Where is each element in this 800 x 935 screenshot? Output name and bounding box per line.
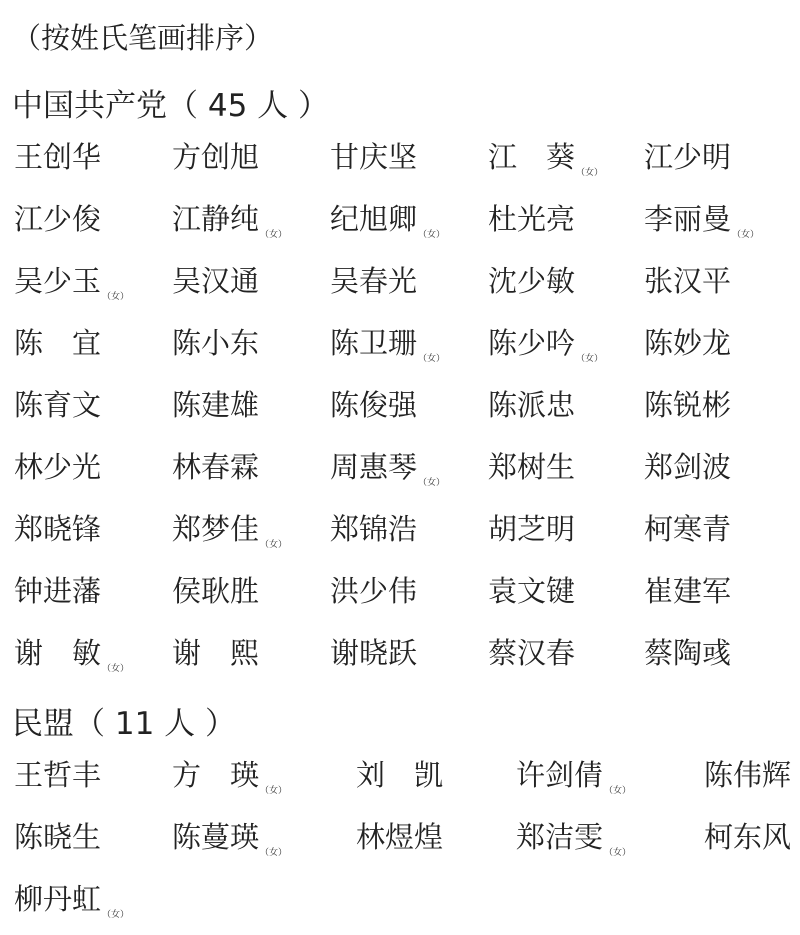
- member-name: [172, 261, 259, 301]
- member-name-text: 刘 凯: [356, 758, 444, 792]
- female-marker: （女）: [576, 168, 604, 178]
- member-name-text: 王创华: [14, 140, 102, 174]
- member-name: [14, 817, 101, 857]
- member-name: [704, 817, 791, 857]
- member-name-text: 洪少伟: [330, 574, 418, 608]
- member-name-text: 郑树生: [488, 450, 576, 484]
- member-name: [516, 755, 631, 811]
- member-name: [172, 447, 259, 487]
- member-row: [0, 755, 800, 807]
- member-name: [644, 509, 731, 549]
- member-name: [704, 755, 791, 795]
- member-name: [644, 571, 731, 611]
- female-marker: （女）: [260, 786, 288, 796]
- member-name-text: 林春霖: [172, 450, 260, 484]
- section-title: 民盟: [12, 706, 74, 742]
- member-name: [330, 509, 417, 549]
- member-name-text: 林少光: [14, 450, 102, 484]
- member-name-text: 郑锦浩: [330, 512, 418, 546]
- female-marker: （女）: [102, 664, 130, 674]
- member-name-text: 陈育文: [14, 388, 102, 422]
- member-name-text: 谢 熙: [172, 636, 260, 670]
- member-name: [488, 137, 603, 193]
- member-name-text: 陈俊强: [330, 388, 418, 422]
- member-name: [330, 385, 417, 425]
- member-name-text: 陈伟辉: [704, 758, 792, 792]
- member-name-text: 陈锐彬: [644, 388, 732, 422]
- member-name: [172, 509, 287, 565]
- member-row: [0, 261, 800, 313]
- member-name: [644, 199, 759, 255]
- member-name-text: 杜光亮: [488, 202, 576, 236]
- member-name: [14, 137, 101, 177]
- member-name: [14, 447, 101, 487]
- member-name-text: 蔡陶彧: [644, 636, 732, 670]
- female-marker: （女）: [576, 354, 604, 364]
- member-name: [644, 633, 731, 673]
- member-name-text: 胡芝明: [488, 512, 576, 546]
- member-name-text: 陈蔓瑛: [172, 820, 260, 854]
- member-row: [0, 385, 800, 437]
- female-marker: （女）: [102, 292, 130, 302]
- sorting-note: （按姓氏笔画排序）: [12, 21, 274, 55]
- member-name: [330, 571, 417, 611]
- member-name: [172, 199, 287, 255]
- female-marker: （女）: [604, 848, 632, 858]
- member-row: [0, 633, 800, 685]
- member-name-text: 柳丹虹: [14, 882, 102, 916]
- member-name: [488, 633, 575, 673]
- member-name: [14, 755, 101, 795]
- member-name: [330, 323, 445, 379]
- section-heading-party: [12, 80, 329, 125]
- member-name: [172, 137, 259, 177]
- member-name: [488, 261, 575, 301]
- member-name: [14, 261, 129, 317]
- member-name-text: 江少明: [644, 140, 732, 174]
- member-name-text: 方创旭: [172, 140, 260, 174]
- member-row: [0, 509, 800, 561]
- female-marker: （女）: [102, 910, 130, 920]
- member-row: [0, 879, 800, 931]
- member-name: [644, 323, 731, 363]
- member-name-text: 陈少吟: [488, 326, 576, 360]
- member-name: [356, 755, 443, 795]
- member-name-text: 方 瑛: [172, 758, 260, 792]
- female-marker: （女）: [260, 230, 288, 240]
- member-name: [644, 261, 731, 301]
- member-name: [14, 509, 101, 549]
- member-name: [330, 447, 445, 503]
- member-name: [14, 633, 129, 689]
- member-name: [172, 323, 259, 363]
- member-row: [0, 571, 800, 623]
- member-name-text: 郑梦佳: [172, 512, 260, 546]
- member-name: [516, 817, 631, 873]
- member-name: [330, 261, 417, 301]
- member-name-text: 柯寒青: [644, 512, 732, 546]
- member-name-text: 王哲丰: [14, 758, 102, 792]
- member-name-text: 吴春光: [330, 264, 418, 298]
- member-name-text: 陈建雄: [172, 388, 260, 422]
- member-name-text: 陈妙龙: [644, 326, 732, 360]
- member-name-text: 蔡汉春: [488, 636, 576, 670]
- female-marker: （女）: [418, 478, 446, 488]
- member-name: [14, 571, 101, 611]
- female-marker: （女）: [732, 230, 760, 240]
- member-name: [172, 817, 287, 873]
- female-marker: （女）: [418, 230, 446, 240]
- member-name-text: 柯东风: [704, 820, 792, 854]
- member-name: [488, 385, 575, 425]
- member-name-text: 许剑倩: [516, 758, 604, 792]
- member-name-text: 吴汉通: [172, 264, 260, 298]
- member-name-text: 袁文键: [488, 574, 576, 608]
- member-name: [14, 385, 101, 425]
- section-count: （ 11 人 ）: [74, 706, 237, 742]
- section-count: （ 45 人 ）: [167, 88, 330, 124]
- member-row: [0, 137, 800, 189]
- member-name-text: 侯耿胜: [172, 574, 260, 608]
- member-row: [0, 199, 800, 251]
- section-title: 中国共产党: [12, 88, 167, 124]
- member-name: [172, 633, 259, 673]
- member-name-text: 沈少敏: [488, 264, 576, 298]
- member-name: [488, 323, 603, 379]
- section-heading-league: [12, 698, 236, 743]
- member-name-text: 张汉平: [644, 264, 732, 298]
- member-name-text: 纪旭卿: [330, 202, 418, 236]
- member-name-text: 陈小东: [172, 326, 260, 360]
- member-name-text: 周惠琴: [330, 450, 418, 484]
- member-name: [14, 199, 101, 239]
- member-name: [356, 817, 443, 857]
- member-name: [488, 509, 575, 549]
- member-row: [0, 447, 800, 499]
- member-name-text: 林煜煌: [356, 820, 444, 854]
- member-name-text: 甘庆坚: [330, 140, 418, 174]
- member-name: [644, 447, 731, 487]
- member-name-text: 陈 宜: [14, 326, 102, 360]
- member-name-text: 江少俊: [14, 202, 102, 236]
- member-row: [0, 817, 800, 869]
- member-name: [330, 633, 417, 673]
- female-marker: （女）: [604, 786, 632, 796]
- member-name-text: 陈卫珊: [330, 326, 418, 360]
- member-row: [0, 323, 800, 375]
- member-name: [644, 385, 731, 425]
- member-name: [14, 879, 129, 935]
- member-name-text: 江 葵: [488, 140, 576, 174]
- member-name-text: 李丽曼: [644, 202, 732, 236]
- member-name-text: 江静纯: [172, 202, 260, 236]
- member-name-text: 郑晓锋: [14, 512, 102, 546]
- member-name-text: 郑洁雯: [516, 820, 604, 854]
- female-marker: （女）: [260, 848, 288, 858]
- member-name: [644, 137, 731, 177]
- member-name: [172, 755, 287, 811]
- member-name: [172, 385, 259, 425]
- member-name-text: 谢 敏: [14, 636, 102, 670]
- member-name-text: 陈派忠: [488, 388, 576, 422]
- member-name: [330, 199, 445, 255]
- member-name: [488, 447, 575, 487]
- member-name-text: 钟进藩: [14, 574, 102, 608]
- female-marker: （女）: [418, 354, 446, 364]
- female-marker: （女）: [260, 540, 288, 550]
- member-name-text: 郑剑波: [644, 450, 732, 484]
- member-name: [488, 199, 575, 239]
- member-name: [330, 137, 417, 177]
- member-name: [172, 571, 259, 611]
- member-name: [14, 323, 101, 363]
- member-name: [488, 571, 575, 611]
- member-name-text: 谢晓跃: [330, 636, 418, 670]
- member-name-text: 陈晓生: [14, 820, 102, 854]
- member-name-text: 吴少玉: [14, 264, 102, 298]
- member-name-text: 崔建军: [644, 574, 732, 608]
